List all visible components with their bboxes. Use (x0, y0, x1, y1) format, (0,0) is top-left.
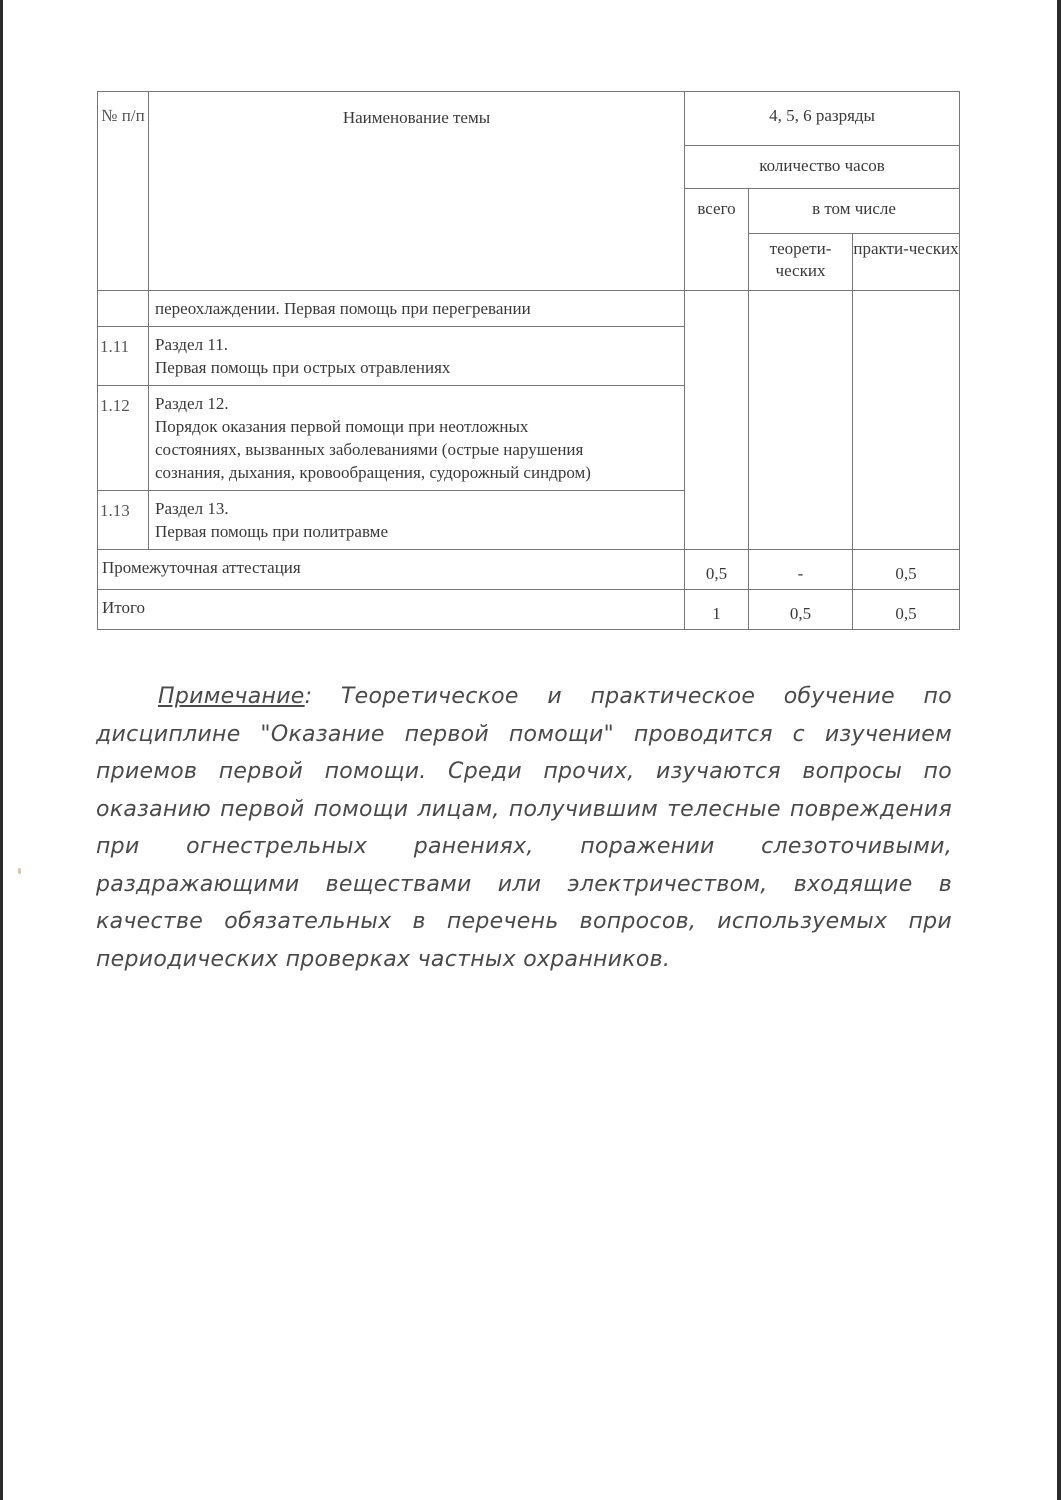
scan-speck (18, 868, 21, 874)
summary-practice: 0,5 (853, 590, 960, 630)
note-label: Примечание (158, 684, 305, 709)
topic-line: сознания, дыхания, кровообращения, судорожный синдром) (155, 463, 591, 482)
note-text: : Теоретическое и практическое обучение по дисциплине "Оказание первой помощи" проводится с изучением приемов первой помощи. Среди прочих, изучаются вопросы по оказанию первой помощи лицам, получившим телесные повреждения при огнестрельных ранениях, поражении слезоточивыми, раздражающими веществами или электричеством, входящие в качестве обязательных в перечень вопросов, используемых при периодических проверках частных охранников. (96, 684, 952, 972)
row-number: 1.11 (98, 327, 149, 386)
summary-theory: 0,5 (749, 590, 853, 630)
summary-label: Итого (98, 590, 685, 630)
summary-total: 1 (685, 590, 749, 630)
topic-line: Первая помощь при острых отравлениях (155, 358, 451, 377)
practice-hours-cell (853, 291, 960, 550)
table-row (98, 291, 960, 327)
header-hours: количество часов (685, 146, 960, 189)
interim-practice: 0,5 (853, 550, 960, 590)
interim-theory: - (749, 550, 853, 590)
row-number (98, 291, 149, 327)
interim-row (98, 550, 960, 590)
total-hours-cell (685, 291, 749, 550)
header-topic: Наименование темы (149, 92, 685, 291)
header-rank: 4, 5, 6 разряды (685, 92, 960, 146)
topic-line: переохлаждении. Первая помощь при перегревании (155, 299, 531, 318)
interim-label: Промежуточная аттестация (98, 550, 685, 590)
note-paragraph (96, 678, 952, 978)
topic-line: Порядок оказания первой помощи при неотложных (155, 417, 529, 436)
theory-hours-cell (749, 291, 853, 550)
header-including: в том числе (749, 189, 960, 234)
row-number: 1.12 (98, 386, 149, 491)
row-topic (149, 386, 685, 491)
header-total: всего (685, 189, 749, 291)
topic-line: Раздел 12. (155, 394, 229, 413)
scan-edge-right (1057, 0, 1061, 1500)
topic-line: состояниях, вызванных заболеваниями (острые нарушения (155, 440, 584, 459)
topic-line: Раздел 13. (155, 499, 229, 518)
summary-row (98, 590, 960, 630)
row-topic (149, 327, 685, 386)
row-number: 1.13 (98, 491, 149, 550)
header-num: № п/п (98, 92, 149, 291)
interim-total: 0,5 (685, 550, 749, 590)
row-topic (149, 291, 685, 327)
header-theory: теорети-ческих (749, 234, 853, 291)
topic-line: Первая помощь при политравме (155, 522, 388, 541)
header-practice: практи-ческих (853, 234, 960, 291)
scan-edge-left (0, 0, 3, 1500)
hours-table (97, 91, 960, 630)
row-topic (149, 491, 685, 550)
topic-line: Раздел 11. (155, 335, 228, 354)
